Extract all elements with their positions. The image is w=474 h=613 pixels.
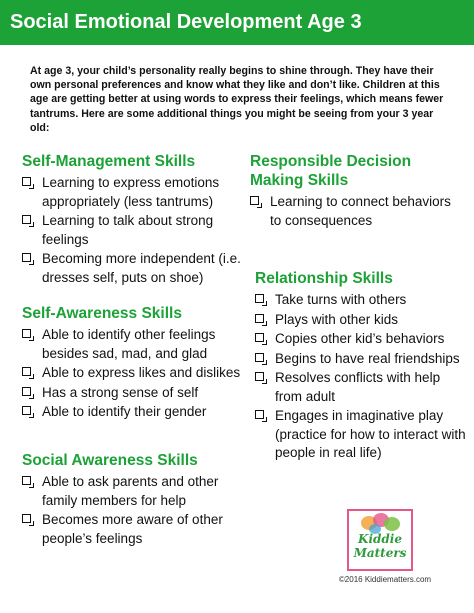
- self-awareness-section: [22, 304, 242, 423]
- responsible-decision-heading: Responsible Decision Making Skills: [250, 153, 412, 189]
- relationship-list: [255, 291, 470, 463]
- checkbox-icon: [22, 329, 31, 338]
- checklist-item: Becomes more aware of other people’s feelings: [22, 511, 242, 548]
- checkbox-icon: [255, 372, 264, 381]
- intro-paragraph: At age 3, your child’s personality really begins to shine through. They have their own personal preferences and know what they like and don’t like. Children at this age are getting better at using words to express their feelings, which means fewer tantrums. Here are some additional things you might be seeing from your 3 year old:: [30, 65, 444, 134]
- self-awareness-list: [22, 326, 242, 422]
- checklist-item: Able to identify other feelings besides sad, mad, and glad: [22, 326, 242, 363]
- checkbox-icon: [22, 367, 31, 376]
- checklist-item: Learning to express emotions appropriately (less tantrums): [22, 174, 242, 211]
- checkbox-icon: [250, 196, 259, 205]
- relationship-heading: Relationship Skills: [255, 270, 393, 287]
- logo-word-kiddie: Kiddie: [358, 532, 402, 546]
- checklist-item: Take turns with others: [255, 291, 470, 310]
- checklist-item: Resolves conflicts with help from adult: [255, 369, 470, 406]
- checkbox-icon: [22, 476, 31, 485]
- relationship-section: [255, 269, 470, 464]
- checkbox-icon: [255, 333, 264, 342]
- self-management-list: [22, 174, 242, 287]
- checkbox-icon: [22, 514, 31, 523]
- checklist-item: Able to express likes and dislikes: [22, 364, 242, 383]
- page-title: Social Emotional Development Age 3: [10, 11, 362, 33]
- checklist-item: Learning to talk about strong feelings: [22, 212, 242, 249]
- checklist-item: Has a strong sense of self: [22, 384, 242, 403]
- kiddie-matters-logo: [347, 509, 413, 571]
- checkbox-icon: [255, 410, 264, 419]
- checkbox-icon: [22, 215, 31, 224]
- page-title-banner: [0, 0, 474, 45]
- checklist-item: Plays with other kids: [255, 311, 470, 330]
- checklist-item: Copies other kid’s behaviors: [255, 330, 470, 349]
- checkbox-icon: [22, 177, 31, 186]
- responsible-decision-section: [250, 152, 465, 231]
- checkbox-icon: [22, 253, 31, 262]
- checkbox-icon: [255, 353, 264, 362]
- social-awareness-list: [22, 473, 242, 548]
- self-awareness-heading: Self-Awareness Skills: [22, 305, 182, 322]
- checklist-item: Able to identify their gender: [22, 403, 242, 422]
- self-management-section: [22, 152, 242, 288]
- copyright-text: ©2016 Kiddiematters.com: [338, 575, 432, 584]
- checklist-item: Able to ask parents and other family members for help: [22, 473, 242, 510]
- checkbox-icon: [255, 294, 264, 303]
- checklist-item: Learning to connect behaviors to consequences: [250, 193, 465, 230]
- checkbox-icon: [22, 387, 31, 396]
- social-awareness-heading: Social Awareness Skills: [22, 452, 198, 469]
- checklist-item: Engages in imaginative play (practice for how to interact with people in real life): [255, 407, 470, 463]
- checklist-item: Becoming more independent (i.e. dresses self, puts on shoe): [22, 250, 242, 287]
- checklist-item: Begins to have real friendships: [255, 350, 470, 369]
- logo-word-matters: Matters: [353, 546, 407, 560]
- social-awareness-section: [22, 451, 242, 549]
- responsible-decision-list: [250, 193, 465, 230]
- checkbox-icon: [255, 314, 264, 323]
- checkbox-icon: [22, 406, 31, 415]
- self-management-heading: Self-Management Skills: [22, 153, 196, 170]
